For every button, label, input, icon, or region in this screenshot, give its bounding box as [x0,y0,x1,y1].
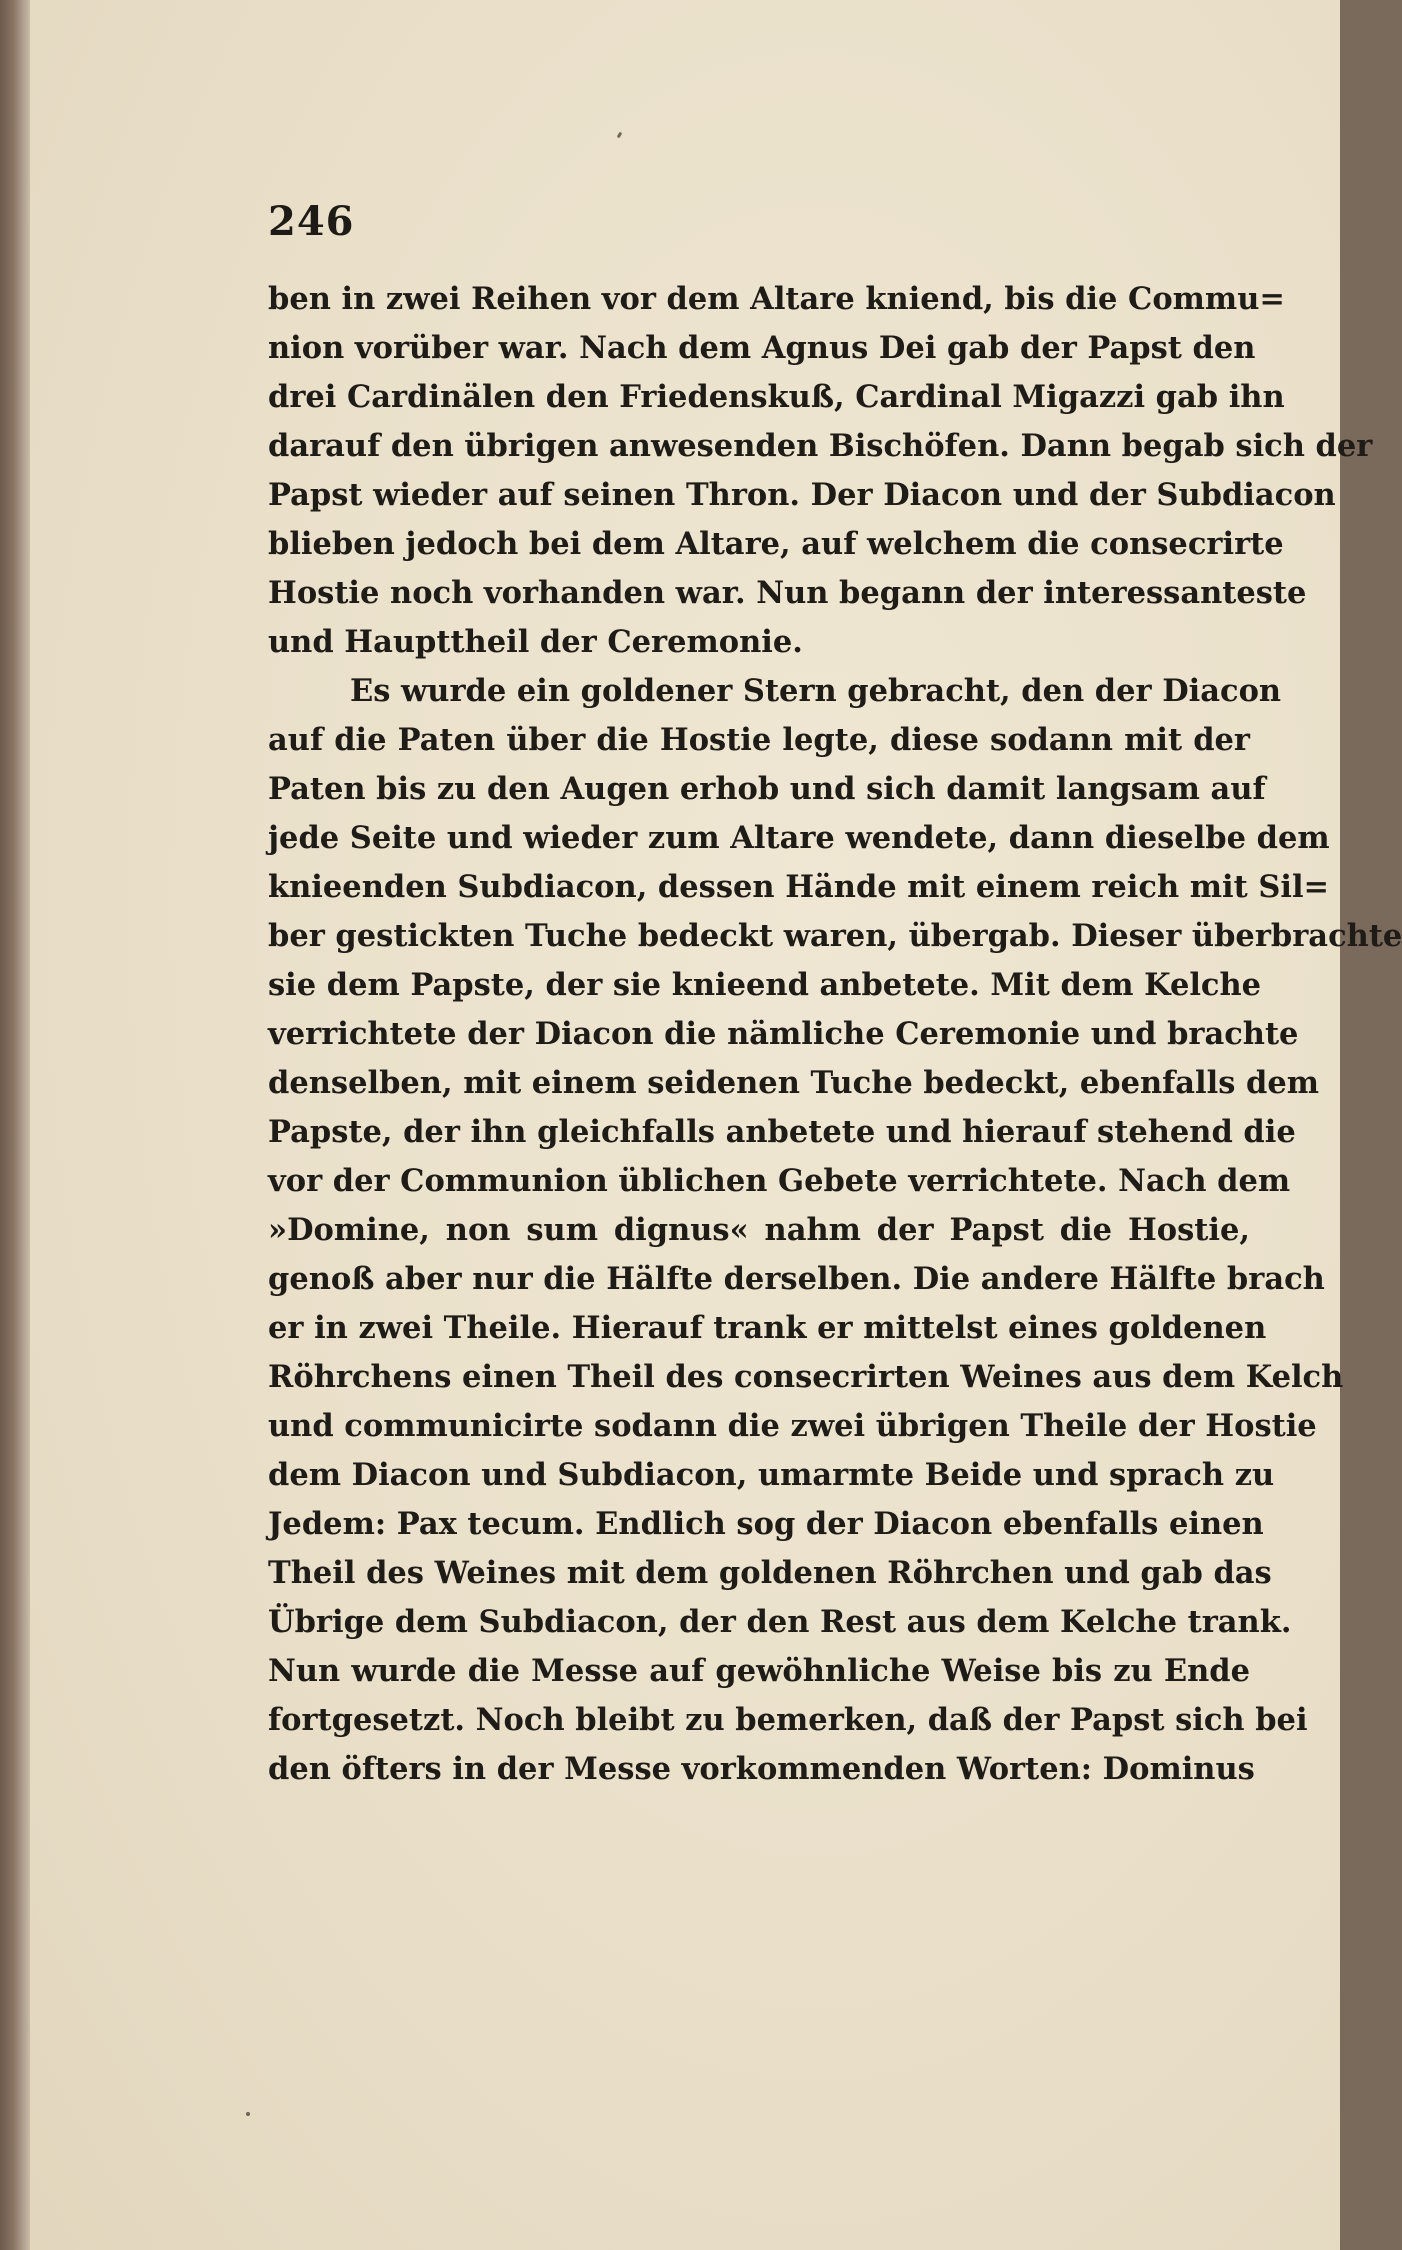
text-line: jede Seite und wieder zum Altare wendete, dann dieselbe dem [268,820,1330,856]
paper-speck [246,2112,250,2116]
book-binding-edge [0,0,34,2250]
text-line: »Domine, non sum dignus« nahm der Papst die Hostie, [268,1212,1250,1248]
text-line: sie dem Papste, der sie knieend anbetete. Mit dem Kelche [268,967,1262,1003]
text-line: Papste, der ihn gleichfalls anbetete und hierauf stehend die [268,1114,1296,1150]
text-line: ben in zwei Reihen vor dem Altare kniend, bis die Commu= [268,281,1285,317]
text-line: Jedem: Pax tecum. Endlich sog der Diacon ebenfalls einen [268,1506,1264,1542]
book-page [30,0,1402,2250]
text-line: Es wurde ein goldener Stern gebracht, den der Diacon [350,673,1282,709]
text-line: Papst wieder auf seinen Thron. Der Diacon und der Subdiacon [268,477,1336,513]
text-line: fortgesetzt. Noch bleibt zu bemerken, daß der Papst sich bei [268,1702,1308,1738]
page-number: 246 [268,198,355,245]
text-line: vor der Communion üblichen Gebete verrichtete. Nach dem [268,1163,1291,1199]
text-line: Nun wurde die Messe auf gewöhnliche Weise bis zu Ende [268,1653,1250,1689]
text-line: blieben jedoch bei dem Altare, auf welchem die consecrirte [268,526,1284,562]
text-line: dem Diacon und Subdiacon, umarmte Beide und sprach zu [268,1457,1275,1493]
text-line: und Haupttheil der Ceremonie. [268,624,803,660]
body-text [268,275,1402,1794]
text-line: Theil des Weines mit dem goldenen Röhrchen und gab das [268,1555,1272,1591]
text-line: darauf den übrigen anwesenden Bischöfen. Dann begab sich der [268,428,1373,464]
text-line: Röhrchens einen Theil des consecrirten Weines aus dem Kelch [268,1359,1344,1395]
text-line: verrichtete der Diacon die nämliche Ceremonie und brachte [268,1016,1299,1052]
text-line: er in zwei Theile. Hierauf trank er mittelst eines goldenen [268,1310,1267,1346]
text-line: ber gestickten Tuche bedeckt waren, übergab. Dieser überbrachte [268,918,1402,954]
text-line: Paten bis zu den Augen erhob und sich damit langsam auf [268,771,1266,807]
text-line: auf die Paten über die Hostie legte, diese sodann mit der [268,722,1250,758]
text-line: Übrige dem Subdiacon, der den Rest aus dem Kelche trank. [268,1604,1292,1640]
text-line: nion vorüber war. Nach dem Agnus Dei gab der Papst den [268,330,1256,366]
paper-speck [617,132,623,139]
text-line: den öfters in der Messe vorkommenden Worten: Dominus [268,1751,1255,1787]
text-line: genoß aber nur die Hälfte derselben. Die andere Hälfte brach [268,1261,1325,1297]
text-line: denselben, mit einem seidenen Tuche bedeckt, ebenfalls dem [268,1065,1319,1101]
text-line: und communicirte sodann die zwei übrigen Theile der Hostie [268,1408,1317,1444]
text-line: Hostie noch vorhanden war. Nun begann der interessanteste [268,575,1307,611]
text-line: drei Cardinälen den Friedenskuß, Cardinal Migazzi gab ihn [268,379,1285,415]
text-line: knieenden Subdiacon, dessen Hände mit einem reich mit Sil= [268,869,1330,905]
